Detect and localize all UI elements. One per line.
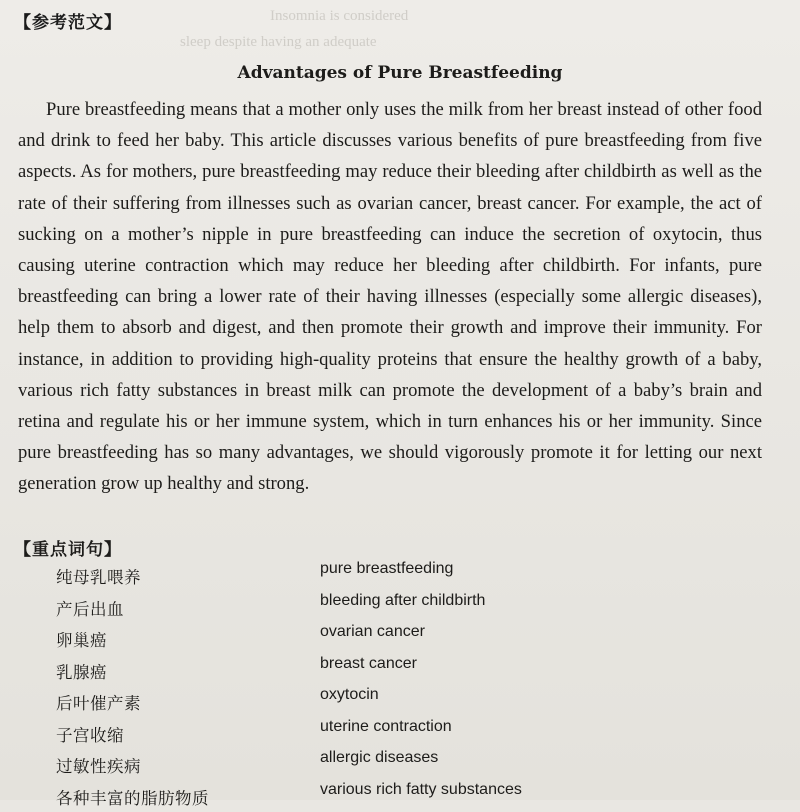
vocab-item <box>56 686 776 718</box>
vocab-english-term: allergic diseases <box>320 749 438 767</box>
bleed-through-text-1: Insomnia is considered <box>270 8 408 25</box>
vocab-item <box>56 623 776 655</box>
vocab-chinese-term: 各种丰富的脂肪物质 <box>56 785 209 809</box>
vocab-english-term: various rich fatty substances <box>320 781 522 799</box>
section-tag-key-vocabulary: 【重点词句】 <box>14 535 122 560</box>
vocab-english-term: pure breastfeeding <box>320 560 453 578</box>
bleed-through-text-2: sleep despite having an adequate <box>180 34 377 51</box>
article-title: Advantages of Pure Breastfeeding <box>0 63 800 83</box>
vocab-item <box>56 749 776 781</box>
section-tag-model-essay: 【参考范文】 <box>14 8 122 33</box>
vocab-english-term: bleeding after childbirth <box>320 592 485 610</box>
vocab-chinese-term: 子宫收缩 <box>56 722 124 746</box>
vocab-chinese-term: 乳腺癌 <box>56 659 107 683</box>
article-body: Pure breastfeeding means that a mother only uses the milk from her breast instead of other food and drink to feed her baby. This article discusses various benefits of pure breastfeeding from five aspects. As for mothers, pure breastfeeding may reduce their bleeding after childbirth as well as the rate of their suffering from illnesses such as ovarian cancer, breast cancer. For example, the act of sucking on a mother’s nipple in pure breastfeeding can induce the secretion of oxytocin, thus causing uterine contraction which may reduce her bleeding after childbirth. For infants, pure breastfeeding can bring a lower rate of their having illnesses (especially some allergic diseases), help them to absorb and digest, and then promote their growth and improve their immunity. For instance, in addition to providing high-quality proteins that ensure the healthy growth of a baby, various rich fatty substances in breast milk can promote the development of a baby’s brain and retina and regulate his or her immune system, which in turn enhances his or her immunity. Since pure breastfeeding has so many advantages, we should vigorously promote it for letting our next generation grow up healthy and strong. <box>18 94 762 500</box>
vocab-english-term: oxytocin <box>320 686 379 704</box>
vocab-english-term: breast cancer <box>320 655 417 673</box>
vocab-item <box>56 655 776 687</box>
vocab-chinese-term: 过敏性疾病 <box>56 753 141 777</box>
vocab-chinese-term: 后叶催产素 <box>56 690 141 714</box>
vocab-english-term: ovarian cancer <box>320 623 425 641</box>
vocab-english-term: uterine contraction <box>320 718 452 736</box>
vocab-chinese-term: 纯母乳喂养 <box>56 564 141 588</box>
vocab-chinese-term: 卵巢癌 <box>56 627 107 651</box>
vocab-chinese-term: 产后出血 <box>56 596 124 620</box>
vocab-item <box>56 592 776 624</box>
vocab-item <box>56 718 776 750</box>
vocab-item <box>56 560 776 592</box>
vocabulary-list <box>56 560 776 812</box>
vocab-item <box>56 781 776 812</box>
